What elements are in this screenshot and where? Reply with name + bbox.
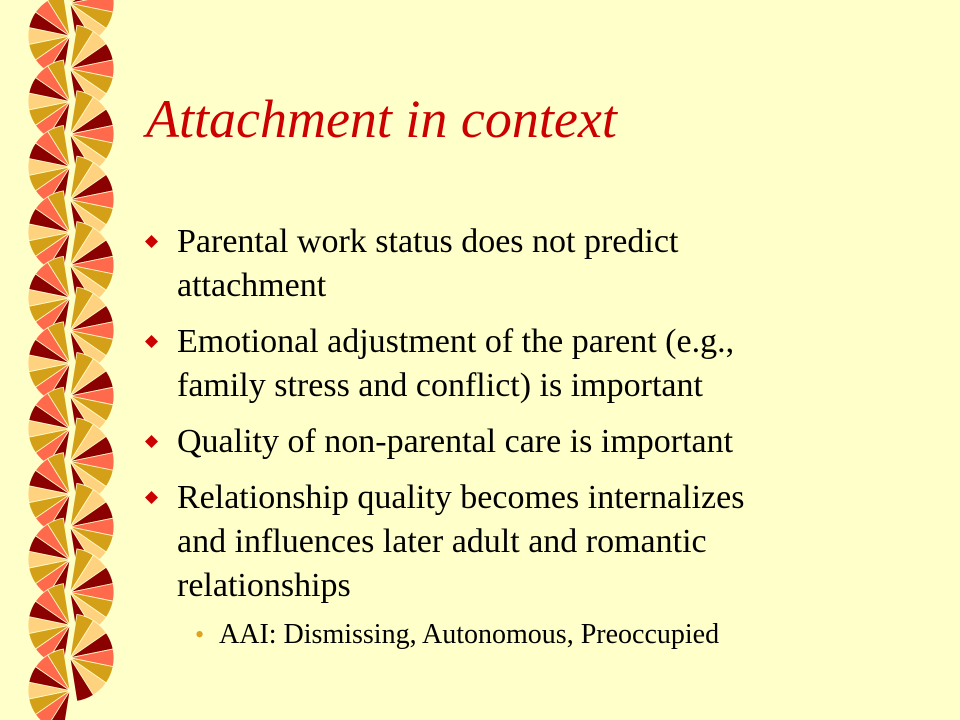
diamond-bullet-icon — [145, 435, 158, 448]
bullet-line: and influences later adult and romantic — [177, 523, 707, 560]
dot-bullet-icon: • — [195, 620, 205, 649]
bullet-line: Parental work status does not predict — [177, 223, 679, 260]
bullet-line: Emotional adjustment of the parent (e.g., — [177, 323, 735, 360]
slide-title: Attachment in context — [146, 89, 617, 149]
bullet-line: family stress and conflict) is important — [177, 367, 703, 404]
decorative-fan-border — [0, 0, 160, 720]
sub-bullet-item — [195, 616, 945, 654]
sub-bullet-text: AAI: Dismissing, Autonomous, Preoccupied — [219, 619, 720, 650]
bullet-line: relationships — [177, 567, 351, 604]
diamond-bullet-icon — [145, 235, 158, 248]
bullet-item — [145, 220, 945, 308]
bullet-item — [145, 320, 945, 408]
diamond-bullet-icon — [145, 491, 158, 504]
bullet-line: Quality of non-parental care is important — [177, 423, 734, 460]
bullet-list — [145, 220, 945, 654]
bullet-line: attachment — [177, 267, 327, 304]
bullet-item — [145, 476, 945, 608]
diamond-bullet-icon — [145, 335, 158, 348]
bullet-item — [145, 420, 945, 464]
bullet-line: Relationship quality becomes internalizes — [177, 479, 745, 516]
